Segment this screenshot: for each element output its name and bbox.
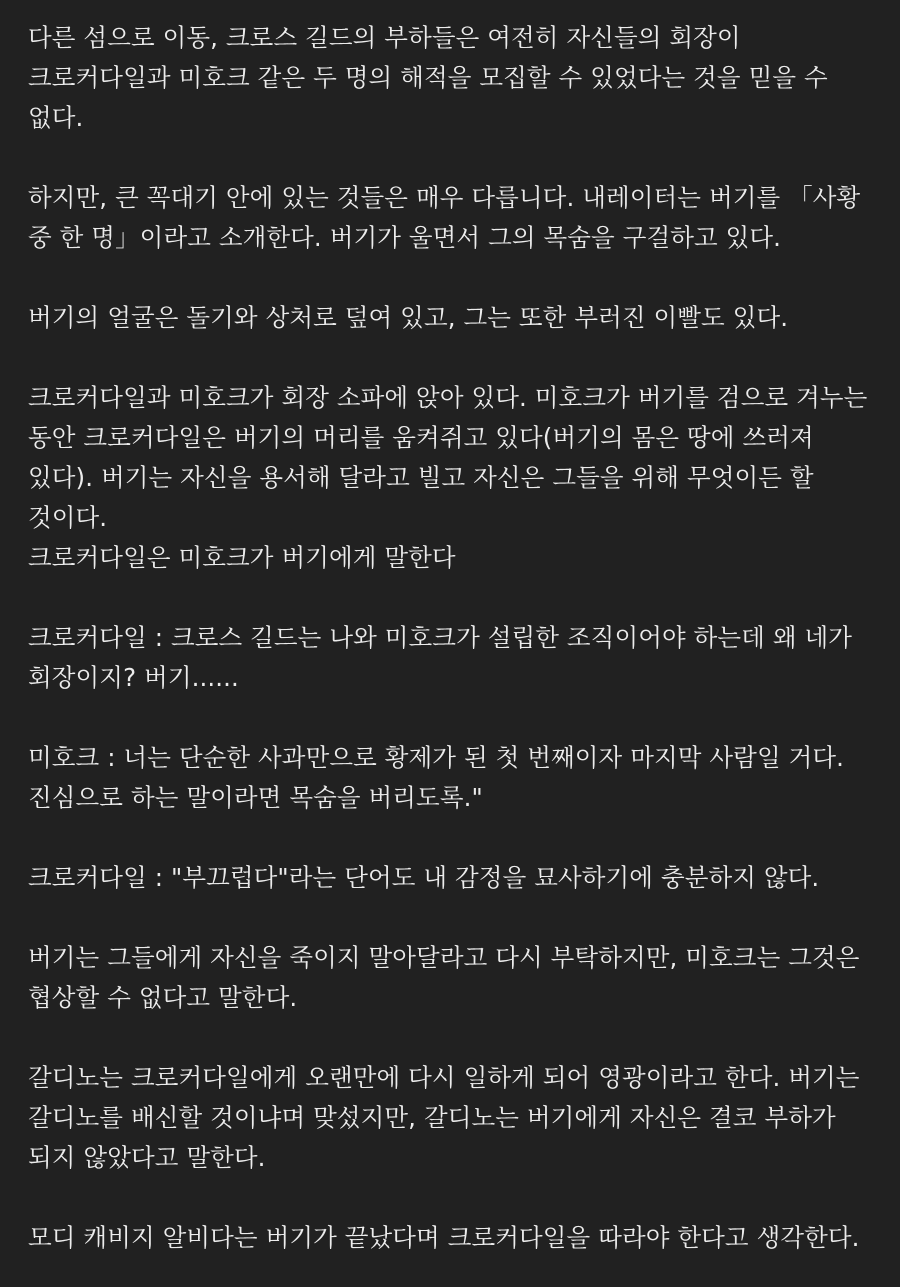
paragraph-island-move: 다른 섬으로 이동, 크로스 길드의 부하들은 여전히 자신들의 회장이 크로커다일과 미호크 같은 두 명의 해적을 모집할 수 있었다는 것을 믿을 수 없다. — [28, 23, 828, 132]
paragraph-alvida: 모디 캐비지 알비다는 버기가 끝났다며 크로커다일을 따라야 한다고 생각한다. — [28, 1223, 860, 1252]
paragraph-galdino: 갈디노는 크로커다일에게 오랜만에 다시 일하게 되어 영광이라고 한다. 버기는 갈디노를 배신할 것이냐며 맞섰지만, 갈디노는 버기에게 자신은 결코 부하가 되지 않았다고 말한다. — [28, 1063, 860, 1172]
paragraph-buggy-face: 버기의 얼굴은 돌기와 상처로 덮여 있고, 그는 또한 부러진 이빨도 있다. — [28, 303, 789, 332]
paragraph-buggy-plea: 버기는 그들에게 자신을 죽이지 말아달라고 다시 부탁하지만, 미호크는 그것은 협상할 수 없다고 말한다. — [28, 943, 860, 1012]
paragraph-sofa-scene: 크로커다일과 미호크가 회장 소파에 앉아 있다. 미호크가 버기를 검으로 겨누는 동안 크로커다일은 버기의 머리를 움켜쥐고 있다(버기의 몸은 땅에 쓰러져 있다). 버기는 자신을 용서해 달라고 빌고 자신은 그들을 위해 무엇이든 할 것이다. — [28, 383, 868, 532]
dialogue-mihawk: 미호크 : 너는 단순한 사과만으로 황제가 된 첫 번째이자 마지막 사람일 거다. 진심으로 하는 말이라면 목숨을 버리도록." — [28, 743, 845, 812]
dialogue-crocodile-1: 크로커다일 : 크로스 길드는 나와 미호크가 설립한 조직이어야 하는데 왜 네가 회장이지? 버기...... — [28, 623, 853, 692]
paragraph-crocodile-intro: 크로커다일은 미호크가 버기에게 말한다 — [28, 543, 456, 572]
dialogue-crocodile-2: 크로커다일 : "부끄럽다"라는 단어도 내 감정을 묘사하기에 충분하지 않다. — [28, 863, 820, 892]
paragraph-big-top: 하지만, 큰 꼭대기 안에 있는 것들은 매우 다릅니다. 내레이터는 버기를 「사황 중 한 명」이라고 소개한다. 버기가 울면서 그의 목숨을 구걸하고 있다. — [28, 183, 861, 252]
